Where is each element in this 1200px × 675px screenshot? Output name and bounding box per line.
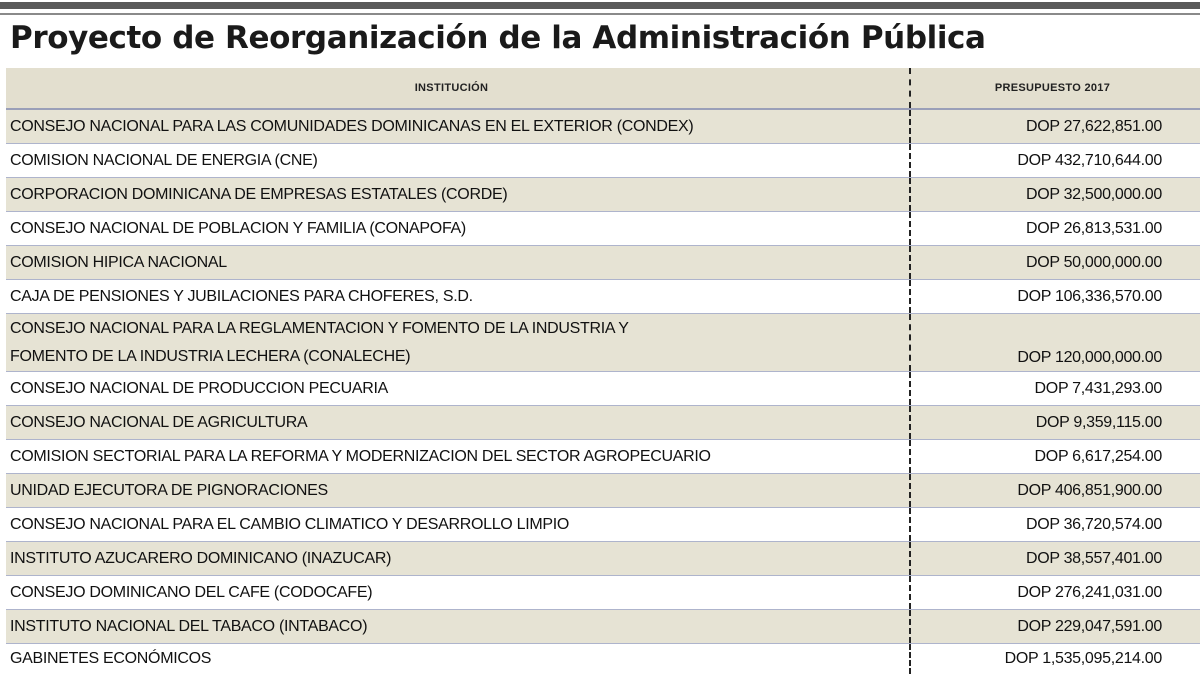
table-row [6, 440, 1200, 474]
table-row [6, 474, 1200, 508]
header-institucion: INSTITUCIÓN [414, 82, 489, 94]
cell-presupuesto: DOP 32,500,000.00 [909, 178, 1200, 211]
cell-presupuesto: DOP 27,622,851.00 [909, 110, 1200, 143]
cell-institucion: CONSEJO NACIONAL DE PRODUCCION PECUARIA [10, 379, 388, 397]
header-presupuesto: PRESUPUESTO 2017 [909, 68, 1200, 108]
cell-institucion [6, 314, 909, 371]
table-row [6, 610, 1200, 644]
cell-presupuesto: DOP 6,617,254.00 [909, 440, 1200, 473]
top-rule-thick [0, 2, 1200, 9]
cell-institucion: COMISION HIPICA NACIONAL [10, 253, 227, 271]
cell-institucion: CORPORACION DOMINICANA DE EMPRESAS ESTATALES (CORDE) [10, 185, 508, 203]
table-row [6, 144, 1200, 178]
cell-institucion: CAJA DE PENSIONES Y JUBILACIONES PARA CHOFERES, S.D. [10, 287, 473, 305]
page-title: Proyecto de Reorganización de la Administración Pública [10, 20, 986, 56]
table-row [6, 246, 1200, 280]
table-row [6, 576, 1200, 610]
cell-presupuesto: DOP 276,241,031.00 [909, 576, 1200, 609]
table-row [6, 280, 1200, 314]
cell-presupuesto: DOP 9,359,115.00 [909, 406, 1200, 439]
table-row [6, 644, 1200, 674]
cell-institucion: CONSEJO NACIONAL DE POBLACION Y FAMILIA (CONAPOFA) [10, 219, 466, 237]
table-header [6, 68, 1200, 110]
cell-institucion: CONSEJO NACIONAL DE AGRICULTURA [10, 413, 308, 431]
cell-institucion-line1: CONSEJO NACIONAL PARA LA REGLAMENTACION Y FOMENTO DE LA INDUSTRIA Y [10, 319, 629, 337]
cell-presupuesto: DOP 432,710,644.00 [909, 144, 1200, 177]
cell-institucion: INSTITUTO AZUCARERO DOMINICANO (INAZUCAR) [10, 549, 392, 567]
top-rule-thin [0, 13, 1200, 15]
cell-institucion: CONSEJO NACIONAL PARA EL CAMBIO CLIMATICO Y DESARROLLO LIMPIO [10, 515, 570, 533]
cell-presupuesto: DOP 50,000,000.00 [909, 246, 1200, 279]
cell-presupuesto: DOP 38,557,401.00 [909, 542, 1200, 575]
table-row [6, 508, 1200, 542]
table-row [6, 406, 1200, 440]
cell-presupuesto: DOP 7,431,293.00 [909, 372, 1200, 405]
cell-presupuesto: DOP 36,720,574.00 [909, 508, 1200, 541]
cell-presupuesto: DOP 120,000,000.00 [909, 314, 1200, 371]
cell-institucion: GABINETES ECONÓMICOS [10, 650, 212, 667]
cell-institucion: UNIDAD EJECUTORA DE PIGNORACIONES [10, 481, 328, 499]
cell-presupuesto: DOP 26,813,531.00 [909, 212, 1200, 245]
table-row [6, 372, 1200, 406]
budget-table [6, 68, 1200, 674]
cell-institucion: COMISION SECTORIAL PARA LA REFORMA Y MODERNIZACION DEL SECTOR AGROPECUARIO [10, 447, 711, 465]
cell-institucion: INSTITUTO NACIONAL DEL TABACO (INTABACO) [10, 617, 368, 635]
cell-institucion: CONSEJO NACIONAL PARA LAS COMUNIDADES DOMINICANAS EN EL EXTERIOR (CONDEX) [10, 117, 694, 135]
table-row [6, 110, 1200, 144]
table-row [6, 314, 1200, 372]
cell-presupuesto: DOP 106,336,570.00 [909, 280, 1200, 313]
cell-presupuesto: DOP 406,851,900.00 [909, 474, 1200, 507]
table-row [6, 542, 1200, 576]
table-row [6, 178, 1200, 212]
cell-institucion: CONSEJO DOMINICANO DEL CAFE (CODOCAFE) [10, 583, 373, 601]
cell-institucion-line2: FOMENTO DE LA INDUSTRIA LECHERA (CONALECHE) [10, 347, 411, 365]
cell-presupuesto: DOP 229,047,591.00 [909, 610, 1200, 643]
cell-institucion: COMISION NACIONAL DE ENERGIA (CNE) [10, 151, 318, 169]
table-row [6, 212, 1200, 246]
cell-presupuesto: DOP 1,535,095,214.00 [909, 644, 1200, 674]
